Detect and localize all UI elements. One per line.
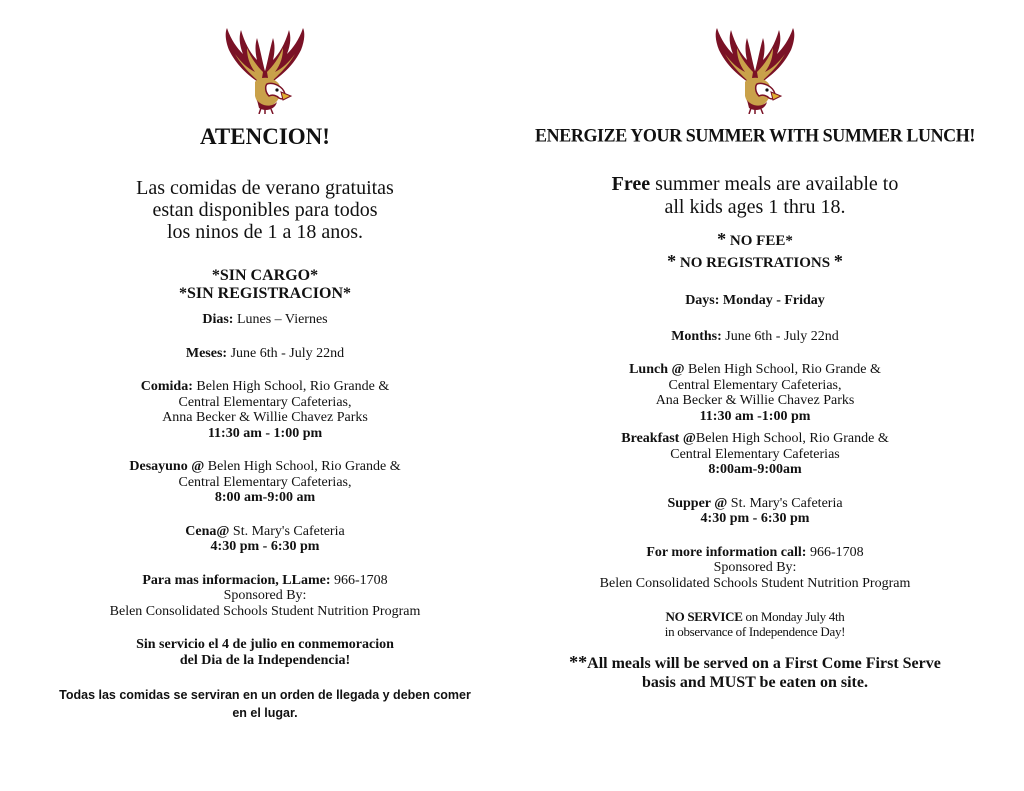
contact-block (30, 573, 500, 620)
eagle-mascot-icon (707, 26, 803, 114)
intro-line: estan disponibles para todos (152, 199, 378, 221)
english-flyer (520, 0, 990, 692)
lunch-location: Central Elementary Cafeterias, (178, 394, 352, 410)
intro-line: los ninos de 1 a 18 anos. (166, 221, 364, 243)
asterisk: * (667, 251, 677, 271)
months-value: June 6th - July 22nd (721, 328, 839, 344)
lunch-label: Lunch @ (629, 362, 685, 377)
days-line: Days: Monday - Friday (685, 293, 825, 308)
breakfast-time: 8:00 am-9:00 am (214, 490, 316, 505)
months-label: Months: (671, 328, 722, 344)
no-service-notice (30, 637, 500, 668)
lunch-location: Belen High School, Rio Grande & (684, 362, 881, 377)
no-registration-text: NO REGISTRATIONS (676, 255, 834, 271)
months-line (30, 346, 500, 362)
sponsored-by: Sponsored By: (713, 560, 797, 575)
days-line (30, 312, 500, 328)
months-label: Meses: (185, 345, 228, 361)
supper-label: Supper @ (667, 495, 728, 511)
note-line: en el lugar. (232, 706, 298, 720)
no-service-line: in observance of Independence Day! (664, 624, 846, 639)
lunch-location: Belen High School, Rio Grande & (192, 379, 390, 394)
sponsor-name: Belen Consolidated Schools Student Nutrition Program (599, 575, 911, 591)
sponsored-by: Sponsored By: (223, 588, 307, 603)
breakfast-block (520, 431, 990, 478)
intro-line: Las comidas de verano gratuitas (136, 177, 394, 199)
no-service-text: on Monday July 4th (742, 609, 845, 624)
no-fee-notice (520, 229, 990, 273)
supper-location: St. Mary's Cafeteria (727, 495, 843, 511)
no-registration-text: *SIN REGISTRACION* (178, 285, 352, 302)
breakfast-label: Desayuno @ (129, 459, 205, 474)
sponsor-name: Belen Consolidated Schools Student Nutrition Program (109, 603, 421, 619)
info-phone: 966-1708 (806, 544, 864, 560)
breakfast-block (30, 459, 500, 506)
no-service-line: del Dia de la Independencia! (179, 652, 351, 668)
info-phone: 966-1708 (330, 572, 388, 588)
first-come-note (520, 653, 990, 692)
lunch-location: Anna Becker & Willie Chavez Parks (162, 410, 368, 425)
intro-line: all kids ages 1 thru 18. (664, 196, 846, 218)
supper-time: 4:30 pm - 6:30 pm (700, 511, 810, 526)
breakfast-location: Central Elementary Cafeterias, (178, 474, 352, 490)
eagle-mascot-icon (217, 26, 313, 114)
intro-text (520, 173, 990, 219)
dinner-time: 4:30 pm - 6:30 pm (210, 539, 320, 554)
no-fee-text: *SIN CARGO* (211, 267, 319, 284)
lunch-time: 11:30 am -1:00 pm (699, 408, 811, 424)
note-line: All meals will be served on a First Come First Serve (587, 655, 941, 672)
months-value: June 6th - July 22nd (227, 345, 345, 361)
page-title: ATENCION! (200, 124, 330, 149)
first-come-note (30, 686, 500, 722)
breakfast-location: Belen High School, Rio Grande & (695, 431, 889, 446)
no-service-notice (520, 609, 990, 639)
lunch-block (30, 379, 500, 441)
breakfast-location: Central Elementary Cafeterias (670, 446, 840, 462)
contact-block (520, 545, 990, 592)
breakfast-label: Breakfast @ (621, 431, 696, 446)
months-line (520, 329, 990, 345)
no-fee-notice (30, 267, 500, 303)
no-service-line: Sin servicio el 4 de julio en conmemoracion (136, 637, 394, 652)
asterisk: ** (569, 652, 588, 672)
breakfast-location: Belen High School, Rio Grande & (204, 459, 401, 474)
days-label: Dias: (202, 312, 234, 327)
note-line: Todas las comidas se serviran en un orden de llegada y deben comer (59, 688, 471, 702)
asterisk: * (833, 251, 843, 271)
intro-free: Free (611, 173, 651, 195)
days-value: Lunes – Viernes (233, 312, 328, 327)
no-fee-text: NO FEE* (726, 233, 793, 249)
intro-line: summer meals are available to (650, 173, 899, 195)
lunch-label: Comida: (140, 379, 193, 394)
page-title: ENERGIZE YOUR SUMMER WITH SUMMER LUNCH! (535, 124, 975, 146)
dinner-location: St. Mary's Cafeteria (229, 523, 345, 539)
supper-block (520, 496, 990, 527)
spanish-flyer (30, 0, 500, 722)
dinner-label: Cena@ (185, 523, 230, 539)
lunch-location: Central Elementary Cafeterias, (668, 377, 842, 393)
info-label: Para mas informacion, LLame: (142, 572, 331, 588)
note-line: basis and MUST be eaten on site. (642, 674, 868, 691)
lunch-block (520, 362, 990, 424)
lunch-location: Ana Becker & Willie Chavez Parks (655, 393, 855, 408)
info-label: For more information call: (646, 544, 807, 560)
breakfast-time: 8:00am-9:00am (708, 462, 802, 477)
lunch-time: 11:30 am - 1:00 pm (207, 425, 323, 441)
intro-text (30, 177, 500, 243)
no-service-label: NO SERVICE (665, 609, 743, 624)
dinner-block (30, 524, 500, 555)
asterisk: * (717, 229, 727, 249)
